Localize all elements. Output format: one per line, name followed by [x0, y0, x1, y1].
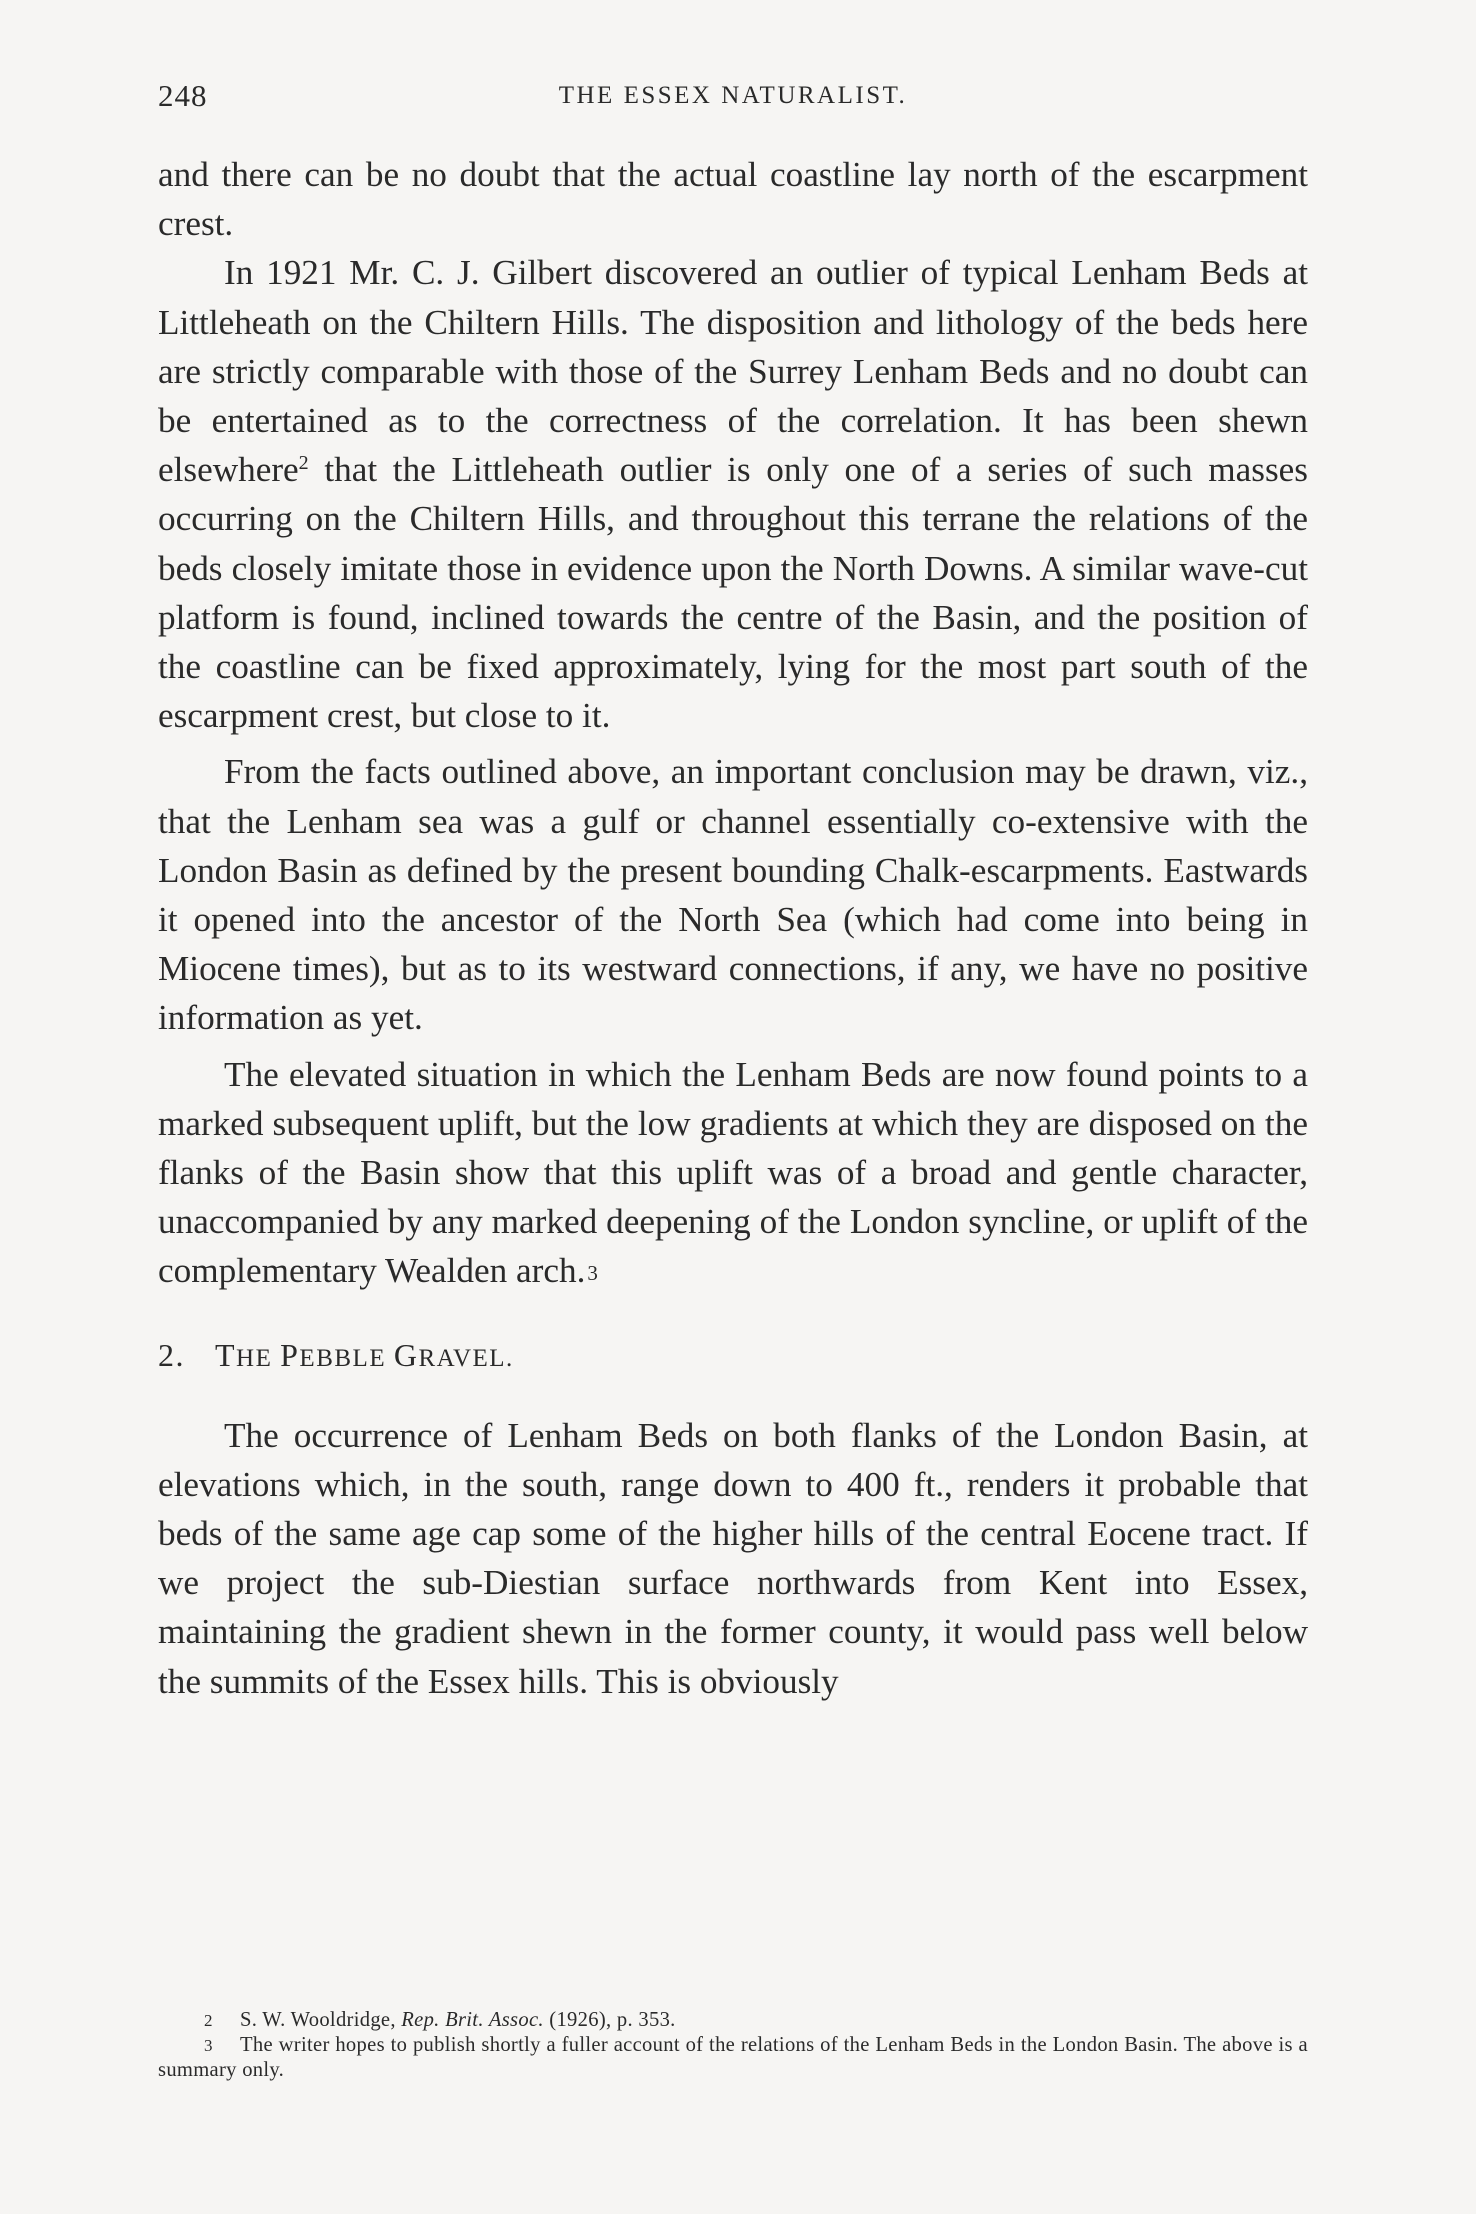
- section-title-part: HE: [236, 1344, 281, 1372]
- section-number: 2.: [158, 1336, 185, 1373]
- paragraph-gilbert-outlier: [158, 248, 1308, 740]
- footnotes: [158, 2008, 1308, 2082]
- paragraph-text: The elevated situation in which the Lenham Beds are now found points to a marked subsequent uplift, but the low gradients at which they are disposed on the flanks of the Basin show that this uplift was of a broad and gentle character, unaccompanied by any marked deepening of the London syncline, or uplift of the complementary Wealden arch.: [158, 1054, 1308, 1291]
- footnote-text: The writer hopes to publish shortly a fuller account of the relations of the Lenham Beds in the London Basin. The above is a summary only.: [158, 2034, 1308, 2081]
- footnote-number: 3: [204, 2036, 213, 2055]
- running-head: [158, 78, 1308, 118]
- paragraph-uplift: [158, 1050, 1308, 1299]
- paragraph-text: that the Littleheath outlier is only one of a series of such masses occurring on the Chiltern Hills, and throughout this terrane the relations of the beds closely imitate those in evidence upon the North Downs. A similar wave-cut platform is found, inclined towards the centre of the Basin, and the position of the coastline can be fixed approximately, lying for the most part south of the escarpment crest, but close to it.: [158, 450, 1308, 736]
- paragraph-continuation: and there can be no doubt that the actual coastline lay north of the escarpment crest.: [158, 155, 1308, 244]
- paragraph-text: In 1921 Mr. C. J. Gilbert discovered an outlier of typical Lenham Beds at Littleheath on the Chiltern Hills. The disposition and lithology of the beds here are strictly comparable with those of the Surrey Lenham Beds and no doubt can be entertained as to the correctness of the correlation. It has been shewn elsewhere: [158, 253, 1308, 490]
- page-number: 248: [158, 78, 208, 113]
- section-title-part: G: [393, 1336, 419, 1373]
- footnote-2: [158, 2008, 1308, 2033]
- footnote-ref-3: 3: [587, 1261, 598, 1286]
- section-title-part: T: [215, 1336, 237, 1373]
- footnote-3: [158, 2033, 1308, 2082]
- running-title: THE ESSEX NATURALIST.: [558, 82, 908, 109]
- section-title-part: P: [280, 1336, 300, 1373]
- paragraph-pebble-gravel: The occurrence of Lenham Beds on both flanks of the London Basin, at elevations which, in the south, range down to 400 ft., renders it probable that beds of the same age cap some of the higher hills of the central Eocene tract. If we project the sub-Diestian surface northwards from Kent into Essex, maintaining the gradient shewn in the former county, it would pass well below the summits of the Essex hills. This is obviously: [158, 1415, 1308, 1701]
- section-title-part: EBBLE: [299, 1344, 394, 1372]
- section-heading: [158, 1333, 1308, 1381]
- footnote-number: 2: [204, 2011, 213, 2030]
- footnote-source: Rep. Brit. Assoc.: [401, 2009, 544, 2031]
- footnote-rest: (1926), p. 353.: [543, 2009, 676, 2031]
- section-title-part: RAVEL.: [418, 1344, 514, 1372]
- footnote-author: S. W. Wooldridge,: [240, 2009, 402, 2031]
- body-text: [158, 150, 1308, 1706]
- footnote-ref-2: 2: [298, 452, 309, 475]
- paragraph-conclusion: From the facts outlined above, an important conclusion may be drawn, viz., that the Lenham sea was a gulf or channel essentially co-extensive with the London Basin as defined by the present bounding Chalk-escarpments. Eastwards it opened into the ancestor of the North Sea (which had come into being in Miocene times), but as to its westward connections, if any, we have no positive information as yet.: [158, 752, 1308, 1038]
